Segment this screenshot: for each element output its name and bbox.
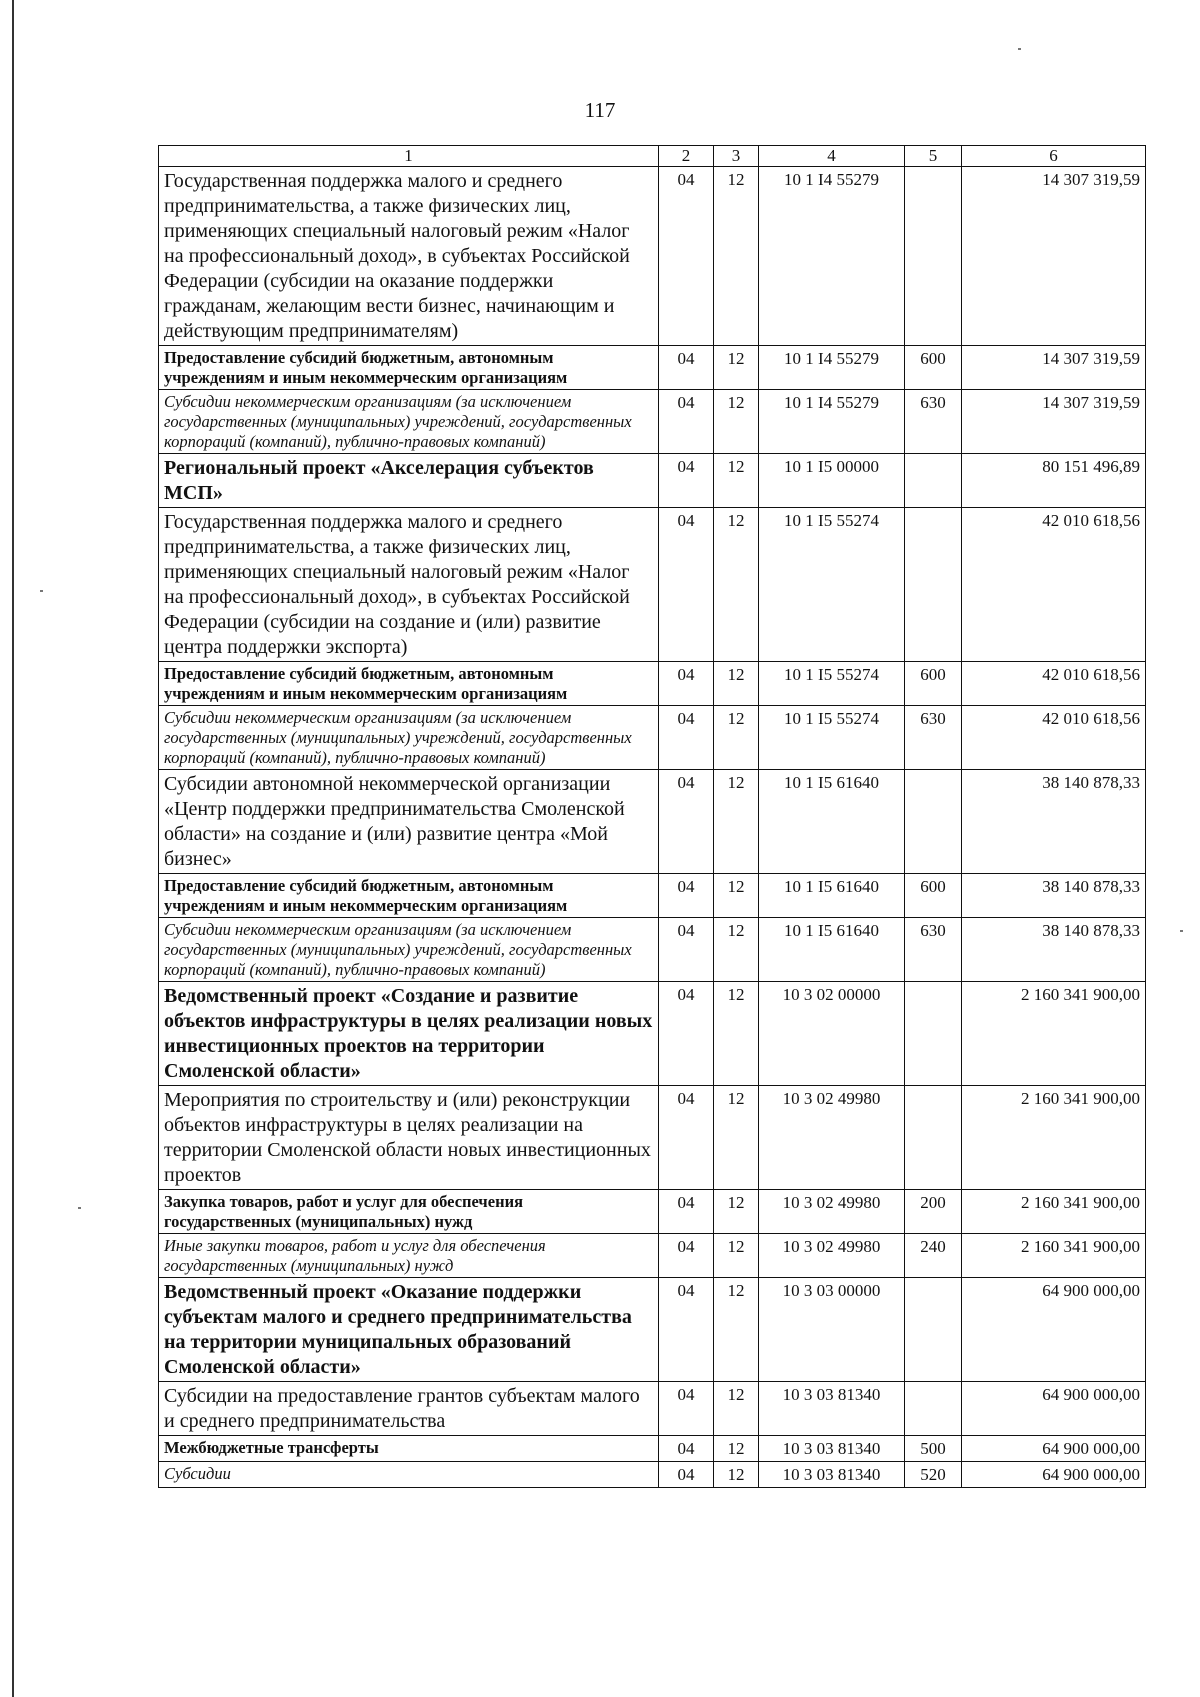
section-code-cell: 04: [659, 918, 714, 982]
subsection-code-cell: 12: [714, 1278, 759, 1382]
expense-type-cell: 630: [905, 390, 962, 454]
row-name-cell: Субсидии некоммерческим организациям (за исключением государственных (муниципальных) учреждений, государственных корпораций (компаний), публично-правовых компаний): [159, 706, 659, 770]
section-code-cell: 04: [659, 390, 714, 454]
target-article-cell: 10 1 I5 61640: [759, 874, 905, 918]
expense-type-cell: 600: [905, 662, 962, 706]
table-row: [159, 454, 1146, 508]
expense-type-cell: [905, 770, 962, 874]
table-row: [159, 1436, 1146, 1462]
section-code-cell: 04: [659, 346, 714, 390]
expense-type-cell: 630: [905, 706, 962, 770]
subsection-code-cell: 12: [714, 1382, 759, 1436]
table-row: [159, 1462, 1146, 1488]
section-code-cell: 04: [659, 662, 714, 706]
table-row: [159, 1190, 1146, 1234]
table-row: [159, 706, 1146, 770]
subsection-code-cell: 12: [714, 1436, 759, 1462]
subsection-code-cell: 12: [714, 982, 759, 1086]
expense-type-cell: 600: [905, 874, 962, 918]
subsection-code-cell: 12: [714, 770, 759, 874]
amount-cell: 64 900 000,00: [962, 1382, 1146, 1436]
expense-type-cell: 500: [905, 1436, 962, 1462]
table-row: [159, 918, 1146, 982]
row-name-cell: Ведомственный проект «Создание и развитие объектов инфраструктуры в целях реализации новых инвестиционных проектов на территории Смоленской области»: [159, 982, 659, 1086]
amount-cell: 64 900 000,00: [962, 1436, 1146, 1462]
amount-cell: 38 140 878,33: [962, 874, 1146, 918]
row-name-cell: Ведомственный проект «Оказание поддержки субъектам малого и среднего предпринимательства на территории муниципальных образований Смоленской области»: [159, 1278, 659, 1382]
scan-speck: [1018, 48, 1021, 50]
target-article-cell: 10 1 I4 55279: [759, 346, 905, 390]
scan-speck: [1180, 930, 1183, 932]
budget-table: [158, 145, 1146, 1488]
table-row: [159, 346, 1146, 390]
amount-cell: 14 307 319,59: [962, 167, 1146, 346]
amount-cell: 42 010 618,56: [962, 508, 1146, 662]
expense-type-cell: 520: [905, 1462, 962, 1488]
row-name-cell: Предоставление субсидий бюджетным, автономным учреждениям и иным некоммерческим организациям: [159, 346, 659, 390]
amount-cell: 2 160 341 900,00: [962, 1234, 1146, 1278]
table-row: [159, 1234, 1146, 1278]
subsection-code-cell: 12: [714, 390, 759, 454]
table-row: [159, 662, 1146, 706]
amount-cell: 2 160 341 900,00: [962, 1190, 1146, 1234]
target-article-cell: 10 3 02 49980: [759, 1234, 905, 1278]
amount-cell: 2 160 341 900,00: [962, 1086, 1146, 1190]
expense-type-cell: [905, 508, 962, 662]
row-name-cell: Предоставление субсидий бюджетным, автономным учреждениям и иным некоммерческим организациям: [159, 662, 659, 706]
subsection-code-cell: 12: [714, 454, 759, 508]
table-row: [159, 167, 1146, 346]
amount-cell: 38 140 878,33: [962, 770, 1146, 874]
section-code-cell: 04: [659, 874, 714, 918]
page-number: 117: [584, 98, 616, 122]
target-article-cell: 10 3 03 00000: [759, 1278, 905, 1382]
section-code-cell: 04: [659, 1382, 714, 1436]
column-header: 4: [759, 146, 905, 167]
subsection-code-cell: 12: [714, 167, 759, 346]
table-row: [159, 390, 1146, 454]
expense-type-cell: 240: [905, 1234, 962, 1278]
target-article-cell: 10 1 I5 61640: [759, 770, 905, 874]
target-article-cell: 10 3 03 81340: [759, 1382, 905, 1436]
section-code-cell: 04: [659, 1086, 714, 1190]
row-name-cell: Закупка товаров, работ и услуг для обеспечения государственных (муниципальных) нужд: [159, 1190, 659, 1234]
scan-speck: [78, 1207, 81, 1209]
section-code-cell: 04: [659, 167, 714, 346]
column-header: 2: [659, 146, 714, 167]
section-code-cell: 04: [659, 982, 714, 1086]
row-name-cell: Региональный проект «Акселерация субъектов МСП»: [159, 454, 659, 508]
row-name-cell: Мероприятия по строительству и (или) реконструкции объектов инфраструктуры в целях реализации на территории Смоленской области новых инвестиционных проектов: [159, 1086, 659, 1190]
subsection-code-cell: 12: [714, 1234, 759, 1278]
table-row: [159, 508, 1146, 662]
expense-type-cell: 630: [905, 918, 962, 982]
row-name-cell: Субсидии: [159, 1462, 659, 1488]
table-row: [159, 1382, 1146, 1436]
amount-cell: 64 900 000,00: [962, 1462, 1146, 1488]
row-name-cell: Субсидии некоммерческим организациям (за исключением государственных (муниципальных) учреждений, государственных корпораций (компаний), публично-правовых компаний): [159, 390, 659, 454]
target-article-cell: 10 1 I4 55279: [759, 390, 905, 454]
target-article-cell: 10 3 02 00000: [759, 982, 905, 1086]
row-name-cell: Межбюджетные трансферты: [159, 1436, 659, 1462]
section-code-cell: 04: [659, 1436, 714, 1462]
amount-cell: 42 010 618,56: [962, 706, 1146, 770]
section-code-cell: 04: [659, 1462, 714, 1488]
table-row: [159, 982, 1146, 1086]
table-row: [159, 1278, 1146, 1382]
section-code-cell: 04: [659, 706, 714, 770]
section-code-cell: 04: [659, 770, 714, 874]
subsection-code-cell: 12: [714, 918, 759, 982]
section-code-cell: 04: [659, 1278, 714, 1382]
target-article-cell: 10 1 I5 00000: [759, 454, 905, 508]
row-name-cell: Государственная поддержка малого и среднего предпринимательства, а также физических лиц, применяющих специальный налоговый режим «Налог на профессиональный доход», в субъектах Российской Федерации (субсидии на создание и (или) развитие центра поддержки экспорта): [159, 508, 659, 662]
expense-type-cell: [905, 167, 962, 346]
subsection-code-cell: 12: [714, 874, 759, 918]
row-name-cell: Субсидии на предоставление грантов субъектам малого и среднего предпринимательства: [159, 1382, 659, 1436]
row-name-cell: Субсидии автономной некоммерческой организации «Центр поддержки предпринимательства Смоленской области» на создание и (или) развитие центра «Мой бизнес»: [159, 770, 659, 874]
column-header: 3: [714, 146, 759, 167]
expense-type-cell: [905, 1382, 962, 1436]
target-article-cell: 10 3 02 49980: [759, 1086, 905, 1190]
target-article-cell: 10 1 I4 55279: [759, 167, 905, 346]
expense-type-cell: [905, 1086, 962, 1190]
row-name-cell: Субсидии некоммерческим организациям (за исключением государственных (муниципальных) учреждений, государственных корпораций (компаний), публично-правовых компаний): [159, 918, 659, 982]
target-article-cell: 10 3 02 49980: [759, 1190, 905, 1234]
expense-type-cell: 600: [905, 346, 962, 390]
column-header: 6: [962, 146, 1146, 167]
subsection-code-cell: 12: [714, 662, 759, 706]
expense-type-cell: 200: [905, 1190, 962, 1234]
subsection-code-cell: 12: [714, 346, 759, 390]
target-article-cell: 10 3 03 81340: [759, 1462, 905, 1488]
scan-edge-line: [12, 0, 14, 1697]
expense-type-cell: [905, 454, 962, 508]
amount-cell: 14 307 319,59: [962, 390, 1146, 454]
subsection-code-cell: 12: [714, 706, 759, 770]
section-code-cell: 04: [659, 1190, 714, 1234]
subsection-code-cell: 12: [714, 1190, 759, 1234]
target-article-cell: 10 1 I5 55274: [759, 662, 905, 706]
amount-cell: 38 140 878,33: [962, 918, 1146, 982]
column-header: 5: [905, 146, 962, 167]
expense-type-cell: [905, 1278, 962, 1382]
amount-cell: 42 010 618,56: [962, 662, 1146, 706]
target-article-cell: 10 3 03 81340: [759, 1436, 905, 1462]
subsection-code-cell: 12: [714, 1086, 759, 1190]
row-name-cell: Государственная поддержка малого и среднего предпринимательства, а также физических лиц, применяющих специальный налоговый режим «Налог на профессиональный доход», в субъектах Российской Федерации (субсидии на оказание поддержки гражданам, желающим вести бизнес, начинающим и действующим предпринимателям): [159, 167, 659, 346]
section-code-cell: 04: [659, 1234, 714, 1278]
expense-type-cell: [905, 982, 962, 1086]
column-number-header-row: [159, 146, 1146, 167]
amount-cell: 64 900 000,00: [962, 1278, 1146, 1382]
amount-cell: 14 307 319,59: [962, 346, 1146, 390]
table-row: [159, 1086, 1146, 1190]
section-code-cell: 04: [659, 508, 714, 662]
column-header: 1: [159, 146, 659, 167]
target-article-cell: 10 1 I5 61640: [759, 918, 905, 982]
target-article-cell: 10 1 I5 55274: [759, 508, 905, 662]
table-row: [159, 874, 1146, 918]
amount-cell: 80 151 496,89: [962, 454, 1146, 508]
scan-speck: [40, 590, 43, 592]
subsection-code-cell: 12: [714, 508, 759, 662]
section-code-cell: 04: [659, 454, 714, 508]
amount-cell: 2 160 341 900,00: [962, 982, 1146, 1086]
table-row: [159, 770, 1146, 874]
row-name-cell: Предоставление субсидий бюджетным, автономным учреждениям и иным некоммерческим организациям: [159, 874, 659, 918]
target-article-cell: 10 1 I5 55274: [759, 706, 905, 770]
row-name-cell: Иные закупки товаров, работ и услуг для обеспечения государственных (муниципальных) нужд: [159, 1234, 659, 1278]
subsection-code-cell: 12: [714, 1462, 759, 1488]
